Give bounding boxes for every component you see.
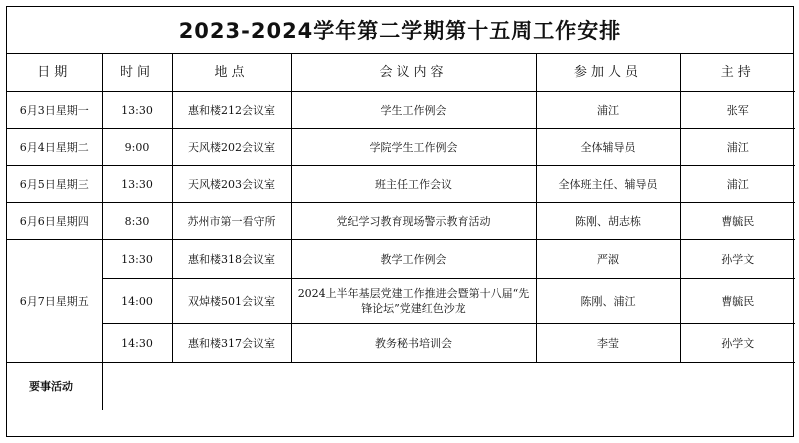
schedule-table	[7, 54, 795, 410]
cell-date: 6月5日星期三	[7, 166, 102, 203]
header-place: 地点	[172, 54, 291, 92]
header-content: 会议内容	[291, 54, 536, 92]
header-time: 时间	[102, 54, 172, 92]
table-row	[7, 92, 795, 129]
schedule-title: 2023-2024学年第二学期第十五周工作安排	[7, 7, 793, 54]
cell-content: 教学工作例会	[291, 240, 536, 279]
cell-host: 张军	[680, 92, 795, 129]
cell-participants: 全体班主任、辅导员	[536, 166, 680, 203]
cell-place: 双焯楼501会议室	[172, 279, 291, 324]
header-host: 主持	[680, 54, 795, 92]
cell-content: 学院学生工作例会	[291, 129, 536, 166]
schedule-sheet	[6, 6, 794, 437]
cell-place: 惠和楼317会议室	[172, 324, 291, 363]
cell-time: 14:00	[102, 279, 172, 324]
table-row	[7, 129, 795, 166]
cell-host: 浦江	[680, 129, 795, 166]
table-row	[7, 203, 795, 240]
cell-time: 13:30	[102, 240, 172, 279]
cell-time: 14:30	[102, 324, 172, 363]
cell-participants: 李莹	[536, 324, 680, 363]
cell-host: 浦江	[680, 166, 795, 203]
cell-place: 惠和楼318会议室	[172, 240, 291, 279]
notes-label: 要事活动	[7, 363, 102, 411]
cell-place: 惠和楼212会议室	[172, 92, 291, 129]
table-row	[7, 240, 795, 279]
cell-time: 9:00	[102, 129, 172, 166]
cell-participants: 浦江	[536, 92, 680, 129]
table-row	[7, 166, 795, 203]
cell-date: 6月7日星期五	[7, 240, 102, 363]
cell-place: 天风楼202会议室	[172, 129, 291, 166]
cell-time: 13:30	[102, 92, 172, 129]
cell-date: 6月3日星期一	[7, 92, 102, 129]
cell-participants: 陈刚、浦江	[536, 279, 680, 324]
cell-host: 曹毓民	[680, 203, 795, 240]
cell-host: 曹毓民	[680, 279, 795, 324]
cell-date: 6月4日星期二	[7, 129, 102, 166]
cell-host: 孙学文	[680, 324, 795, 363]
header-row	[7, 54, 795, 92]
cell-content: 教务秘书培训会	[291, 324, 536, 363]
cell-date: 6月6日星期四	[7, 203, 102, 240]
cell-content: 班主任工作会议	[291, 166, 536, 203]
cell-participants: 严淑	[536, 240, 680, 279]
cell-participants: 全体辅导员	[536, 129, 680, 166]
notes-row	[7, 363, 795, 411]
table-row	[7, 324, 795, 363]
cell-content: 党纪学习教育现场警示教育活动	[291, 203, 536, 240]
notes-value	[102, 363, 795, 411]
cell-participants: 陈刚、胡志栋	[536, 203, 680, 240]
header-participants: 参加人员	[536, 54, 680, 92]
cell-time: 8:30	[102, 203, 172, 240]
cell-content: 2024上半年基层党建工作推进会暨第十八届“先锋论坛”党建红色沙龙	[291, 279, 536, 324]
cell-place: 天风楼203会议室	[172, 166, 291, 203]
cell-time: 13:30	[102, 166, 172, 203]
cell-host: 孙学文	[680, 240, 795, 279]
cell-place: 苏州市第一看守所	[172, 203, 291, 240]
cell-content: 学生工作例会	[291, 92, 536, 129]
table-row	[7, 279, 795, 324]
header-date: 日期	[7, 54, 102, 92]
